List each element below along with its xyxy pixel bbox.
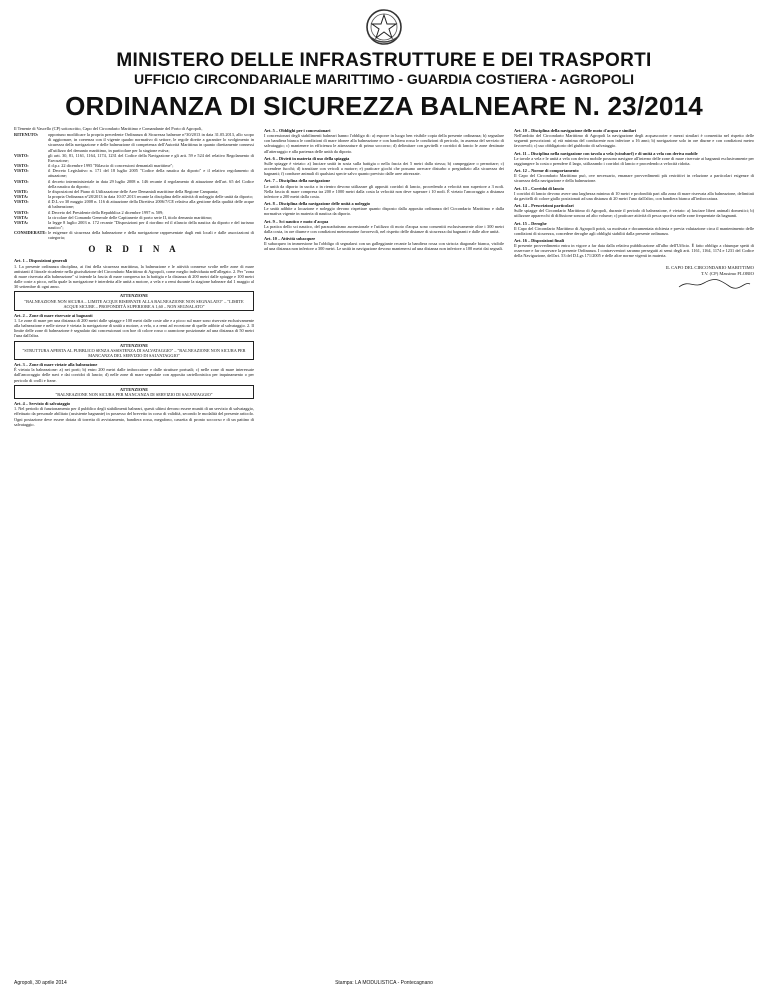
intro-text: Il Tenente di Vascello (CP) sottoscritto, Capo del Circondario Marittimo e Comandante del Porto di Agropoli, [14,126,203,131]
premise-row [14,168,254,178]
article-title: Art. 11 – Disciplina nella navigazione con tavola a vela (windsurf) e di unità a vela con deriva mobile [514,150,698,156]
premise-label: CONSIDERATE: [14,230,47,236]
premise-text: le disposizioni del Piano di Utilizzazione delle Aree Demaniali marittime della Regione Campania; [48,188,219,194]
premise-row [14,199,254,209]
printer-line: Stampa: LA MODULISTICA - Pontecagnano [335,980,433,986]
notice-text: "BALNEAZIONE NON SICURA – LIMITE ACQUE RISERVATE ALLA BALNEAZIONE NON SEGNALATO" – "LIMITE ACQUE SICURE – PROFONDITÀ SUPERIORE A 1,60 – NON SEGNALATO" [24,298,244,309]
premise-label: VISTA: [14,194,29,200]
article-title: Art. 2 – Zone di mare riservate ai bagnanti [14,312,93,318]
ministry-title: MINISTERO DELLE INFRASTRUTTURE E DEI TRASPORTI [116,50,652,71]
notice-box [14,385,254,399]
premise-label: VISTO: [14,168,29,174]
premise-text: il d.p.r. 22 dicembre 1995 "Rilascio di concessioni demaniali marittime"; [48,163,174,169]
article-title: Art. 10 – Disciplina della navigazione delle moto d'acqua e similari [514,128,637,133]
article-title: Art. 14 – Prescrizioni particolari [514,203,574,209]
article-text: 1. Le zone di mare per una distanza di 200 metri dalle spiagge e 100 metri dalle coste alte e a picco sul mare sono riservate esclusivamente alla balneazione e nelle stesse è vietata la navigazione di unità a motore, a vela, o a remi ad eccezione di quelle adibite al salvataggio. 2. Il limite delle zone di balneazione è segnalato dai concessionari con boe di colore rosso o arancione posizionate ad una distanza di 50 metri l'una dall'altra. [14,318,254,339]
notice-text: "STRUTTURA APERTA AL PUBBLICO SENZA ASSISTENZA DI SALVATAGGIO" – "BALNEAZIONE NON SICURA PER MANCANZA DEL SERVIZIO DI SALVATAGGIO" [22,347,246,358]
article-text: I corridoi di lancio devono avere una larghezza minima di 10 metri e profondità pari alla zona di mare riservata alla balneazione, delimitati da gavitelli di colore giallo posizionati ad una distanza di 20 metri l'uno dall'altro, con bandiera bianca all'imboccatura. [514,190,754,201]
premise-label: VISTO: [14,199,29,205]
column-2 [264,126,504,952]
date-line: Agropoli, 30 aprile 2014 [14,980,67,986]
article-text: Sulle spiagge è vietato: a) lasciare unità in sosta sulla battigia o nella fascia dei 5 metri dalla stessa; b) campeggiare o pernottare; c) accendere fuochi; d) transitare con veicoli a motore; e) praticare giochi che possano arrecare disturbo o pregiudizio alla sicurezza dei bagnanti; f) condurre animali di qualsiasi specie salvo quanto previsto dalle aree attrezzate. [264,160,504,177]
column-3 [514,126,754,952]
article-title: Art. 12 – Norme di comportamento [514,168,579,174]
premise-label: RITENUTO: [14,132,39,138]
article-title: Art. 9 – Sci nautico e moto d'acqua [264,218,329,224]
article-text: 1. La presente ordinanza disciplina, ai fini della sicurezza marittima, la balneazione e le attività connesse svolte nelle zone di mare antistanti il litorale ricadente nella giurisdizione del Circondario Marittimo di Agropoli, come meglio individuata nell'allegato. 2. Per "zona di mare riservata alla balneazione" si intende la fascia di mare compresa tra la battigia e la distanza di 200 metri dalle spiagge e 100 metri dalle coste a picco, nella quale la navigazione è interdetta alle unità a motore, a vela e a remi durante la stagione balneare dal 1 maggio al 30 settembre di ogni anno. [14,263,254,290]
article-title: Art. 16 – Disposizioni finali [514,237,565,243]
article-text: Nell'ambito del Circondario Marittimo di Agropoli la navigazione degli acquascooter e mezzi similari è consentita nel rispetto delle seguenti prescrizioni: a) età minima del conducente non inferiore a 16 anni; b) navigazione solo in ore diurne e con condizioni meteo favorevoli; c) uso obbligatorio del giubbotto di salvataggio. [514,133,754,149]
article-title: Art. 7 – Disciplina della navigazione [264,178,331,184]
premise-text: la propria Ordinanza n°28/2013 in data 10.07.2013 recante la disciplina delle attività di noleggio delle unità da diporto; [48,194,253,200]
premise-text: le esigenze di sicurezza della balneazione e della navigazione rappresentate dagli enti locali e dalle associazioni di categoria; [48,230,254,241]
article-title: Art. 10 – Attività subacquee [264,235,316,241]
article-title: Art. 1 – Disposizioni generali [14,258,68,264]
premise-text: opportuno modificare la propria precedente Ordinanza di Sicurezza balneare n°30/2013 in data 31.05.2013, allo scopo di aggiornare, in coerenza con il vigente quadro normativo di settore, le regole dirette a garantire lo svolgimento in sicurezza della navigazione e delle balneazione di competenza dell'Autorità Marittima in quanto direttamente connessi all'utilizzo del demanio marittimo, in particolare per la stagione estiva; [48,132,254,153]
article-title: Art. 4 – Servizio di salvataggio [14,401,71,407]
article-text: Il Capo del Circondario Marittimo può, ove necessario, emanare provvedimenti più restrittivi in relazione a particolari esigenze di sicurezza della navigazione e della balneazione. [514,173,754,184]
premise-text: il decreto interministeriale in data 29 luglio 2008 n. 146 recante il regolamento di attuazione dell'art. 65 del Codice della nautica da diporto; [48,178,254,189]
article-title: Art. 3 – Zone di mare vietate alla balneazione [14,362,98,368]
premise-label: VISTO: [14,163,29,169]
notice-heading: ATTENZIONE [119,386,149,392]
article-text: Sulle spiagge del Circondario Marittimo di Agropoli, durante il periodo di balneazione, è vietato: a) lasciare liberi animali domestici; b) utilizzare apparecchi di diffusione sonora ad alto volume; c) praticare attività di pesca sportiva nelle zone frequentate da bagnanti. [514,208,754,219]
premise-row [14,132,254,153]
premise-label: VISTE: [14,188,29,194]
premise-text: il D.L.vo 30 maggio 2008 n. 116 di attuazione della Direttiva 2006/7/CE relativa alla gestione della qualità delle acque di balneazione; [48,199,254,210]
notice-box [14,291,254,310]
notice-heading: ATTENZIONE [119,293,149,299]
premise-text: il Decreto del Presidente della Repubblica 2 dicembre 1997 n. 509; [48,209,164,215]
article-text: I concessionari degli stabilimenti balneari hanno l'obbligo di: a) esporre in luogo ben visibile copia della presente ordinanza; b) segnalare con bandiera bianca le condizioni di mare idonee alla balneazione e con bandiera rossa le condizioni di pericolo, in assenza del servizio di salvataggio; c) mantenere in efficienza le attrezzature di primo soccorso; d) delimitare con gavitelli e corridoi di lancio le zone destinate all'atterraggio e alla partenza delle unità da diporto. [264,133,504,154]
signature-block [514,265,754,293]
article-text: Il presente provvedimento entra in vigore a far data dalla relativa pubblicazione all'albo dell'Ufficio. È fatto obbligo a chiunque spetti di osservare e far osservare la presente Ordinanza. I contravventori saranno perseguiti ai sensi degli artt. 1161, 1164, 1174 e 1231 del Codice della Navigazione, dell'art. 53 del D.Lgs 171/2005 e delle altre norme vigenti in materia. [514,243,754,259]
signature-scribble-icon [674,277,754,291]
premise-label: VISTO: [14,209,29,215]
office-title: UFFICIO CIRCONDARIALE MARITTIMO - GUARDIA COSTIERA - AGROPOLI [133,71,635,87]
premise-text: la circolare del Comando Generale delle Capitanerie di porto serie II, titolo demanio marittimo; [48,214,213,220]
premises-list [14,132,254,240]
republic-emblem-icon [364,6,404,48]
premise-row [14,220,254,230]
notice-text: "BALNEAZIONE NON SICURA PER MANCANZA DI SERVIZIO DI SALVATAGGIO" [55,391,213,397]
article-title: Art. 8 – Disciplina della navigazione delle unità a noleggio [264,201,370,207]
premise-label: VISTA: [14,219,29,225]
premise-row [14,179,254,189]
article-title: Art. 6 – Divieti in materia di uso della spiaggia [264,155,350,161]
article-text: Il subacqueo in immersione ha l'obbligo di segnalarsi con un galleggiante recante la bandiera rossa con striscia diagonale bianca, visibile ad una distanza non inferiore a 300 metri. Le unità in navigazione devono mantenersi ad una distanza non inferiore a 100 metri dai segnali. [264,241,504,252]
article-text: Le unità da diporto in uscita o in rientro devono utilizzare gli appositi corridoi di lancio, procedendo a velocità non superiore a 3 nodi. Nella fascia di mare compresa tra 200 e 1000 metri dalla costa la velocità non deve superare i 10 nodi. È vietato l'ancoraggio a distanza inferiore a 200 metri dalla costa. [264,183,504,199]
premise-label: VISTO: [14,152,29,158]
article-text: La pratica dello sci nautico, del paracadutismo ascensionale e l'utilizzo di moto d'acqua sono consentiti esclusivamente oltre i 300 metri dalla costa, in ore diurne e con condizioni meteomarine favorevoli, nel rispetto delle distanze di sicurezza dai bagnanti e dalle altre unità. [264,223,504,234]
article-text: Il Capo del Circondario Marittimo di Agropoli potrà, su motivata e documentata richiesta e previa valutazione circa il mantenimento delle condizioni di sicurezza, concedere deroghe agli obblighi stabiliti dalla presente ordinanza. [514,225,754,236]
article-text: Le unità adibite a locazione e noleggio devono rispettare quanto disposto dalla apposita ordinanza del Circondario Marittimo e dalla normativa vigente in materia di nautica da diporto. [264,206,504,217]
premise-label: VISTO: [14,178,29,184]
premise-row [14,153,254,163]
article-text: Le tavole a vela e le unità a vela con deriva mobile possono navigare all'interno delle zone di mare riservate ai bagnanti esclusivamente per raggiungere la costa o prendere il largo, utilizzando i corridoi di lancio e procedendo a velocità ridotta. [514,155,754,166]
premise-label: VISTA: [14,214,29,220]
article-title: Art. 13 – Corridoi di lancio [514,185,564,191]
article-text: 1. Nel periodo di funzionamento per il pubblico degli stabilimenti balneari, questi ultimi devono essere muniti di un servizio di salvataggio, effettuato da personale abilitato (assistente bagnante) in possesso del brevetto in corso di validità, secondo le modalità del presente articolo. Ogni postazione deve essere dotata di torretta di avvistamento, bandiera rossa, megafono, cassetta di pronto soccorso e di un pattino di salvataggio. [14,406,254,427]
notice-box [14,341,254,360]
premise-row [14,230,254,240]
signature-role: IL CAPO DEL CIRCONDARIO MARITTIMO [665,264,754,270]
premise-text: il Decreto Legislativo n. 171 del 18 luglio 2005 "Codice della nautica da diporto" e il relativo regolamento di attuazione; [48,168,254,179]
ordina-heading: O R D I N A [88,244,180,255]
premise-text: la legge 8 luglio 2003 n. 172 recante "Disposizioni per il riordino ed il rilancio della nautica da diporto e del turismo nautico"; [48,219,254,230]
ordinance-title: ORDINANZA DI SICUREZZA BALNEARE N. 23/2014 [65,91,703,121]
article-title: Art. 15 – Deroghe [514,220,547,226]
notice-heading: ATTENZIONE [119,342,149,348]
signature-name: T.V. (CP) Massimo FLORIO [700,270,754,276]
article-title: Art. 5 – Obblighi per i concessionari [264,128,331,133]
column-1 [14,126,254,952]
ordinance-body [14,126,754,952]
premise-text: gli artt. 30, 81, 1161, 1164, 1174, 1231 del Codice della Navigazione e gli artt. 59 e 524 del relativo Regolamento di Esecuzione; [48,152,254,163]
article-text: È vietata la balneazione: a) nei porti; b) entro 200 metri dalle imboccature e dalle strutture portuali; c) nelle zone di mare interessate dall'ancoraggio delle navi e dai corridoi di lancio; d) nelle zone di mare segnalate con apposita cartellonistica per inquinamento o per pericolo di crolli e frane. [14,367,254,383]
